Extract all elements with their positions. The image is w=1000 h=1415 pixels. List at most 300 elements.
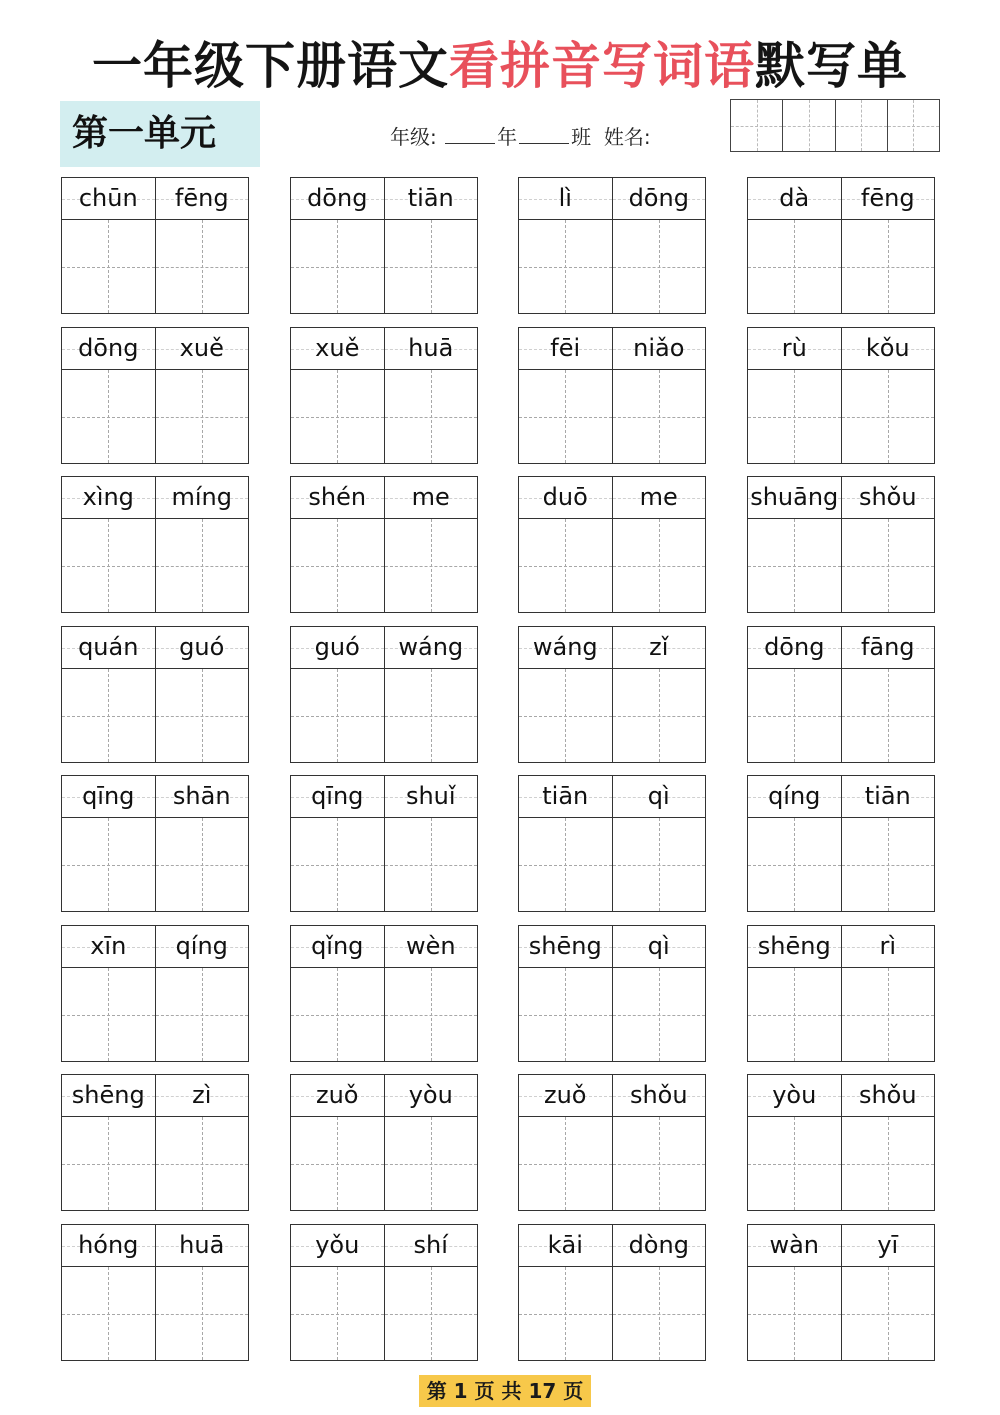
pinyin-text: kǒu — [865, 334, 910, 362]
pinyin-text: xìng — [82, 483, 134, 511]
pinyin-label — [62, 1225, 155, 1267]
char-column — [62, 926, 155, 1061]
name-cell[interactable] — [731, 100, 783, 151]
hanzi-writing-cell[interactable] — [748, 1117, 841, 1210]
char-column — [155, 627, 249, 762]
name-label: 姓名: — [603, 125, 651, 149]
hanzi-writing-cell[interactable] — [156, 370, 249, 463]
hanzi-writing-cell[interactable] — [62, 1267, 155, 1360]
pinyin-text: guó — [179, 633, 225, 661]
pinyin-text: qīng — [82, 782, 135, 810]
pinyin-label — [519, 328, 612, 370]
word-box — [61, 177, 249, 314]
pinyin-label — [385, 926, 478, 968]
pinyin-label — [156, 627, 249, 669]
pinyin-label — [842, 1075, 935, 1117]
pinyin-text: yǒu — [315, 1231, 360, 1259]
hanzi-writing-cell[interactable] — [385, 519, 478, 612]
char-column — [155, 926, 249, 1061]
hanzi-writing-cell[interactable] — [62, 220, 155, 313]
pinyin-label — [156, 1075, 249, 1117]
pinyin-text: zì — [192, 1081, 212, 1109]
hanzi-writing-cell[interactable] — [156, 669, 249, 762]
char-column — [384, 1225, 478, 1360]
pinyin-text: duō — [542, 483, 588, 511]
hanzi-writing-cell[interactable] — [62, 818, 155, 911]
hanzi-writing-cell[interactable] — [519, 519, 612, 612]
hanzi-writing-cell[interactable] — [842, 220, 935, 313]
pinyin-text: míng — [171, 483, 232, 511]
pinyin-text: chūn — [78, 184, 138, 212]
pinyin-text: qíng — [175, 932, 228, 960]
char-column — [384, 926, 478, 1061]
word-box — [518, 177, 706, 314]
pinyin-label — [385, 178, 478, 220]
hanzi-writing-cell[interactable] — [291, 370, 384, 463]
pinyin-text: fēng — [860, 184, 915, 212]
hanzi-writing-cell[interactable] — [519, 669, 612, 762]
char-column — [155, 477, 249, 612]
pinyin-label — [613, 926, 706, 968]
pinyin-text: shén — [308, 483, 367, 511]
word-box — [518, 476, 706, 613]
hanzi-writing-cell[interactable] — [613, 220, 706, 313]
pinyin-text: qíng — [768, 782, 821, 810]
pinyin-text: wáng — [398, 633, 464, 661]
word-box — [518, 327, 706, 464]
char-column — [748, 178, 841, 313]
char-column — [748, 1225, 841, 1360]
pinyin-text: wàn — [769, 1231, 820, 1259]
hanzi-writing-cell[interactable] — [842, 818, 935, 911]
hanzi-writing-cell[interactable] — [291, 1267, 384, 1360]
char-column — [384, 627, 478, 762]
char-column — [291, 477, 384, 612]
pinyin-label — [748, 627, 841, 669]
char-column — [62, 1075, 155, 1210]
pinyin-text: shuǐ — [405, 782, 456, 810]
pinyin-label — [62, 627, 155, 669]
char-column — [612, 178, 706, 313]
pinyin-label — [748, 477, 841, 519]
pinyin-text: zǐ — [649, 633, 669, 661]
char-column — [291, 926, 384, 1061]
pinyin-label — [156, 1225, 249, 1267]
pinyin-label — [62, 328, 155, 370]
pinyin-label — [291, 328, 384, 370]
unit-label: 第一单元 — [72, 113, 217, 154]
char-column — [62, 1225, 155, 1360]
hanzi-writing-cell[interactable] — [748, 968, 841, 1061]
pinyin-label — [156, 178, 249, 220]
class-label: 班 — [571, 125, 592, 149]
char-column — [748, 926, 841, 1061]
pinyin-label — [748, 1075, 841, 1117]
hanzi-writing-cell[interactable] — [519, 370, 612, 463]
pinyin-label — [291, 1075, 384, 1117]
grade-label: 年级: — [390, 125, 437, 149]
year-label: 年 — [497, 125, 518, 149]
hanzi-writing-cell[interactable] — [156, 818, 249, 911]
char-column — [612, 627, 706, 762]
hanzi-writing-cell[interactable] — [156, 968, 249, 1061]
pinyin-label — [519, 1225, 612, 1267]
pinyin-label — [62, 926, 155, 968]
pinyin-text: wáng — [532, 633, 598, 661]
pinyin-text: shí — [413, 1231, 448, 1259]
pinyin-label — [613, 477, 706, 519]
hanzi-writing-cell[interactable] — [291, 968, 384, 1061]
word-box — [747, 626, 935, 763]
hanzi-writing-cell[interactable] — [748, 370, 841, 463]
pinyin-label — [842, 1225, 935, 1267]
char-column — [384, 328, 478, 463]
char-column — [519, 1225, 612, 1360]
char-column — [841, 477, 935, 612]
char-column — [155, 1075, 249, 1210]
char-column — [291, 627, 384, 762]
char-column — [612, 477, 706, 612]
pinyin-label — [748, 1225, 841, 1267]
pinyin-label — [385, 1075, 478, 1117]
pinyin-text: quán — [78, 633, 139, 661]
pinyin-label — [519, 926, 612, 968]
pinyin-label — [291, 776, 384, 818]
word-box — [747, 1224, 935, 1361]
pinyin-text: fēng — [174, 184, 229, 212]
pinyin-text: dòng — [628, 1231, 689, 1259]
word-box — [61, 1224, 249, 1361]
hanzi-writing-cell[interactable] — [291, 669, 384, 762]
char-column — [748, 627, 841, 762]
pinyin-text: fēi — [550, 334, 581, 362]
hanzi-writing-cell[interactable] — [613, 1117, 706, 1210]
word-box — [61, 1074, 249, 1211]
hanzi-writing-cell[interactable] — [748, 669, 841, 762]
word-box — [61, 925, 249, 1062]
pinyin-text: guó — [314, 633, 360, 661]
char-column — [841, 1075, 935, 1210]
char-column — [62, 776, 155, 911]
hanzi-writing-cell[interactable] — [62, 519, 155, 612]
pinyin-label — [156, 776, 249, 818]
hanzi-writing-cell[interactable] — [748, 818, 841, 911]
hanzi-writing-cell[interactable] — [156, 1117, 249, 1210]
char-column — [62, 178, 155, 313]
char-column — [612, 328, 706, 463]
hanzi-writing-cell[interactable] — [613, 1267, 706, 1360]
hanzi-writing-cell[interactable] — [748, 1267, 841, 1360]
char-column — [384, 178, 478, 313]
pinyin-text: xuě — [179, 334, 224, 362]
pinyin-label — [291, 178, 384, 220]
pinyin-text: rì — [879, 932, 897, 960]
pinyin-text: dà — [779, 184, 810, 212]
hanzi-writing-cell[interactable] — [62, 669, 155, 762]
hanzi-writing-cell[interactable] — [385, 818, 478, 911]
pinyin-label — [613, 776, 706, 818]
title-part-2: 看拼音写词语 — [449, 37, 755, 95]
word-box — [747, 1074, 935, 1211]
pinyin-text: qǐng — [311, 932, 364, 960]
pinyin-label — [156, 926, 249, 968]
pinyin-text: shǒu — [858, 1081, 917, 1109]
char-column — [291, 1225, 384, 1360]
char-column — [748, 477, 841, 612]
pinyin-label — [291, 1225, 384, 1267]
hanzi-writing-cell[interactable] — [385, 1267, 478, 1360]
pinyin-text: tiān — [542, 782, 589, 810]
char-column — [384, 477, 478, 612]
word-box — [290, 327, 478, 464]
hanzi-writing-cell[interactable] — [385, 669, 478, 762]
hanzi-writing-cell[interactable] — [842, 1267, 935, 1360]
char-column — [519, 776, 612, 911]
char-column — [612, 1075, 706, 1210]
pinyin-label — [385, 776, 478, 818]
pinyin-text: shēng — [71, 1081, 145, 1109]
word-box — [747, 177, 935, 314]
hanzi-writing-cell[interactable] — [842, 370, 935, 463]
pinyin-label — [519, 178, 612, 220]
char-column — [291, 776, 384, 911]
word-box — [61, 327, 249, 464]
pinyin-text: shēng — [528, 932, 602, 960]
pinyin-label — [613, 328, 706, 370]
pinyin-text: me — [639, 483, 678, 511]
pinyin-label — [748, 776, 841, 818]
pinyin-label — [748, 178, 841, 220]
word-box — [747, 476, 935, 613]
hanzi-writing-cell[interactable] — [291, 519, 384, 612]
hanzi-writing-cell[interactable] — [842, 519, 935, 612]
word-box — [747, 775, 935, 912]
word-box — [518, 925, 706, 1062]
char-column — [62, 328, 155, 463]
word-box — [290, 626, 478, 763]
word-box — [61, 476, 249, 613]
hanzi-writing-cell[interactable] — [385, 370, 478, 463]
word-box — [518, 1224, 706, 1361]
hanzi-writing-cell[interactable] — [156, 1267, 249, 1360]
pinyin-text: huā — [179, 1231, 225, 1259]
hanzi-writing-cell[interactable] — [385, 1117, 478, 1210]
word-box — [290, 1224, 478, 1361]
student-info — [390, 120, 651, 154]
word-box — [290, 925, 478, 1062]
pinyin-text: dōng — [307, 184, 368, 212]
pinyin-text: me — [411, 483, 450, 511]
name-cell[interactable] — [836, 100, 888, 151]
hanzi-writing-cell[interactable] — [748, 220, 841, 313]
title-part-1: 一年级下册语文 — [92, 37, 449, 95]
hanzi-writing-cell[interactable] — [748, 519, 841, 612]
hanzi-writing-cell[interactable] — [385, 220, 478, 313]
hanzi-writing-cell[interactable] — [519, 1267, 612, 1360]
pinyin-text: shǒu — [858, 483, 917, 511]
char-column — [155, 776, 249, 911]
char-column — [519, 1075, 612, 1210]
pinyin-label — [62, 178, 155, 220]
name-cell[interactable] — [783, 100, 835, 151]
char-column — [841, 178, 935, 313]
char-column — [62, 477, 155, 612]
pinyin-label — [842, 328, 935, 370]
hanzi-writing-cell[interactable] — [613, 968, 706, 1061]
pinyin-text: qì — [647, 932, 670, 960]
pinyin-text: shān — [172, 782, 231, 810]
name-cell[interactable] — [888, 100, 939, 151]
pinyin-text: shuāng — [750, 483, 839, 511]
pinyin-label — [842, 178, 935, 220]
pinyin-label — [62, 1075, 155, 1117]
pinyin-text: qīng — [311, 782, 364, 810]
hanzi-writing-cell[interactable] — [291, 220, 384, 313]
char-column — [384, 776, 478, 911]
hanzi-writing-cell[interactable] — [156, 220, 249, 313]
char-column — [155, 178, 249, 313]
pinyin-label — [291, 627, 384, 669]
word-box — [290, 476, 478, 613]
pinyin-label — [842, 926, 935, 968]
pinyin-text: hóng — [78, 1231, 139, 1259]
word-box — [290, 1074, 478, 1211]
hanzi-writing-cell[interactable] — [519, 818, 612, 911]
pinyin-label — [748, 926, 841, 968]
char-column — [841, 328, 935, 463]
hanzi-writing-cell[interactable] — [613, 818, 706, 911]
word-box — [518, 626, 706, 763]
pinyin-label — [613, 627, 706, 669]
char-column — [748, 328, 841, 463]
pinyin-text: tiān — [407, 184, 454, 212]
pinyin-label — [291, 477, 384, 519]
hanzi-writing-cell[interactable] — [291, 1117, 384, 1210]
pinyin-label — [156, 328, 249, 370]
hanzi-writing-cell[interactable] — [842, 968, 935, 1061]
char-column — [291, 328, 384, 463]
pinyin-label — [748, 328, 841, 370]
hanzi-writing-cell[interactable] — [613, 669, 706, 762]
pinyin-text: dōng — [764, 633, 825, 661]
pinyin-label — [62, 776, 155, 818]
pinyin-text: huā — [408, 334, 454, 362]
char-column — [155, 1225, 249, 1360]
word-box — [290, 775, 478, 912]
pinyin-text: fāng — [860, 633, 915, 661]
pinyin-text: xīn — [90, 932, 127, 960]
class-blank[interactable] — [519, 121, 569, 144]
word-box — [747, 925, 935, 1062]
word-box — [61, 626, 249, 763]
char-column — [291, 1075, 384, 1210]
char-column — [384, 1075, 478, 1210]
char-column — [519, 328, 612, 463]
pinyin-label — [519, 477, 612, 519]
word-box — [290, 177, 478, 314]
char-column — [155, 328, 249, 463]
pinyin-label — [842, 627, 935, 669]
page-indicator: 第 1 页 共 17 页 — [419, 1375, 591, 1407]
pinyin-text: wèn — [405, 932, 456, 960]
pinyin-text: dōng — [78, 334, 139, 362]
hanzi-writing-cell[interactable] — [62, 370, 155, 463]
pinyin-text: yī — [877, 1231, 899, 1259]
pinyin-text: niǎo — [633, 334, 685, 362]
char-column — [62, 627, 155, 762]
hanzi-writing-cell[interactable] — [519, 1117, 612, 1210]
pinyin-label — [613, 1225, 706, 1267]
char-column — [291, 178, 384, 313]
pinyin-label — [62, 477, 155, 519]
pinyin-text: zuǒ — [544, 1081, 587, 1109]
pinyin-text: lì — [558, 184, 572, 212]
pinyin-label — [385, 328, 478, 370]
char-column — [519, 926, 612, 1061]
pinyin-text: yòu — [772, 1081, 817, 1109]
pinyin-text: rù — [781, 334, 807, 362]
hanzi-writing-cell[interactable] — [842, 1117, 935, 1210]
pinyin-text: shǒu — [629, 1081, 688, 1109]
char-column — [841, 776, 935, 911]
pinyin-label — [519, 776, 612, 818]
hanzi-writing-cell[interactable] — [613, 370, 706, 463]
word-box — [747, 327, 935, 464]
hanzi-writing-cell[interactable] — [519, 968, 612, 1061]
pinyin-text: dōng — [628, 184, 689, 212]
pinyin-label — [613, 1075, 706, 1117]
name-writing-boxes[interactable] — [730, 99, 940, 152]
hanzi-writing-cell[interactable] — [613, 519, 706, 612]
pinyin-label — [519, 627, 612, 669]
char-column — [841, 1225, 935, 1360]
hanzi-writing-cell[interactable] — [291, 818, 384, 911]
char-column — [519, 627, 612, 762]
unit-label-box — [60, 101, 260, 167]
grade-blank[interactable] — [445, 121, 495, 144]
pinyin-text: zuǒ — [316, 1081, 359, 1109]
hanzi-writing-cell[interactable] — [519, 220, 612, 313]
hanzi-writing-cell[interactable] — [156, 519, 249, 612]
title-part-3: 默写单 — [755, 37, 908, 95]
hanzi-writing-cell[interactable] — [385, 968, 478, 1061]
pinyin-label — [842, 477, 935, 519]
pinyin-text: yòu — [408, 1081, 453, 1109]
word-box — [61, 775, 249, 912]
hanzi-writing-cell[interactable] — [842, 669, 935, 762]
pinyin-text: shēng — [757, 932, 831, 960]
hanzi-writing-cell[interactable] — [62, 968, 155, 1061]
word-box — [518, 775, 706, 912]
char-column — [519, 477, 612, 612]
pinyin-label — [519, 1075, 612, 1117]
char-column — [612, 926, 706, 1061]
hanzi-writing-cell[interactable] — [62, 1117, 155, 1210]
pinyin-text: kāi — [547, 1231, 583, 1259]
char-column — [612, 1225, 706, 1360]
pinyin-label — [156, 477, 249, 519]
char-column — [841, 627, 935, 762]
char-column — [519, 178, 612, 313]
pinyin-label — [385, 627, 478, 669]
pinyin-text: tiān — [864, 782, 911, 810]
worksheet-title — [0, 30, 1000, 102]
char-column — [748, 776, 841, 911]
word-box — [518, 1074, 706, 1211]
char-column — [748, 1075, 841, 1210]
pinyin-label — [385, 1225, 478, 1267]
pinyin-label — [842, 776, 935, 818]
